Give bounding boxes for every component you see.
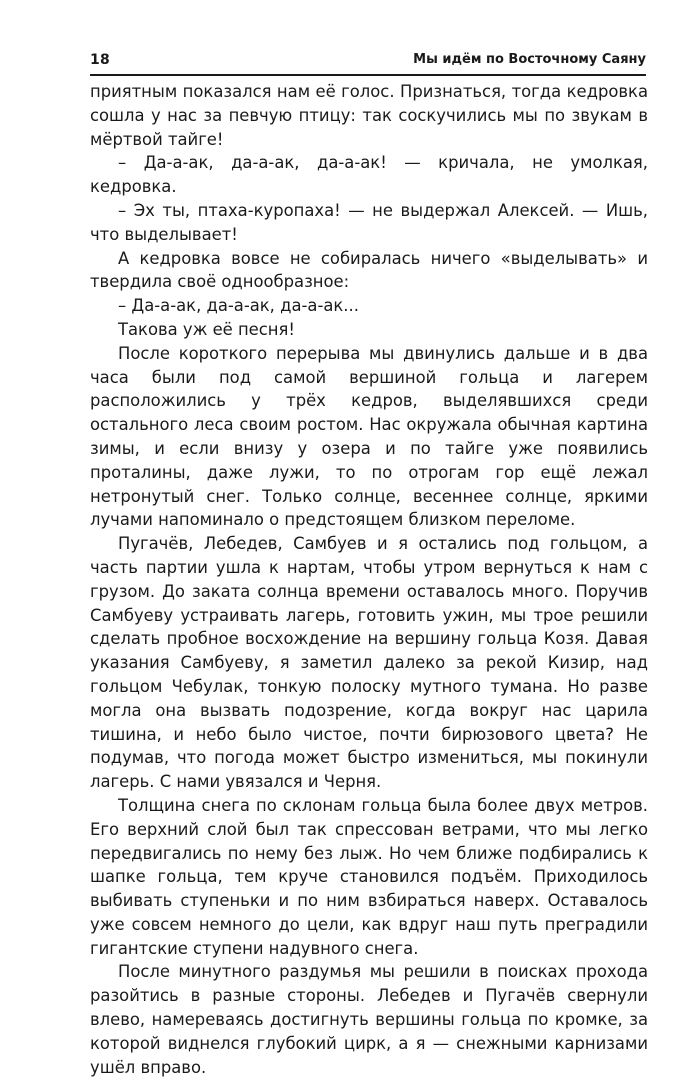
paragraph: – Да-а-ак, да-а-ак, да-а-ак... bbox=[118, 296, 359, 316]
paragraph: А кедровка вовсе не собиралась ничего «выделывать» и твердила своё однообразное: bbox=[90, 248, 648, 292]
page-number: 18 bbox=[90, 52, 110, 68]
header-rule bbox=[90, 74, 646, 76]
paragraph: – Эх ты, птаха-куропаха! — не выдержал Алексей. — Ишь, что выделывает! bbox=[90, 200, 648, 244]
body-text bbox=[90, 80, 648, 1079]
paragraph: – Да-а-ак, да-а-ак, да-а-ак! — кричала, не умолкая, кедровка. bbox=[90, 153, 648, 197]
paragraph: приятным показался нам её голос. Признаться, тогда кедровка сошла у нас за певчую птицу: так соскучились мы по звукам в мёртвой тайге! bbox=[90, 82, 648, 149]
running-title: Мы идём по Восточному Саяну bbox=[413, 52, 646, 67]
paragraph: После короткого перерыва мы двинулись дальше и в два часа были под самой вершиной гольца и лагерем расположились у трёх кедров, выделявшихся среди остального леса своим ростом. Нас окружала обычная картина зимы, и если внизу у озера и по тайге уже появились проталины, даже лужи, то по отрогам гор ещё лежал нетронутый снег. Только солнце, весеннее солнце, яркими лучами напоминало о предстоящем близком переломе. bbox=[90, 343, 648, 530]
paragraph: Толщина снега по склонам гольца была более двух метров. Его верхний слой был так спрессован ветрами, что мы легко передвигались по нему без лыж. Но чем ближе подбирались к шапке гольца, тем круче становился подъём. Приходилось выбивать ступеньки и по ним взбираться наверх. Оставалось уже совсем немного до цели, как вдруг наш путь преградили гигантские ступени надувного снега. bbox=[90, 795, 648, 958]
paragraph: Такова уж её песня! bbox=[118, 319, 295, 339]
page-header bbox=[90, 50, 646, 74]
paragraph: После минутного раздумья мы решили в поисках прохода разойтись в разные стороны. Лебедев и Пугачёв свернули влево, намереваясь достигнуть вершины гольца по кромке, за которой виднелся глубокий цирк, а я — снежными карнизами ушёл вправо. bbox=[90, 962, 648, 1077]
paragraph: Пугачёв, Лебедев, Самбуев и я остались под гольцом, а часть партии ушла к нартам, чтобы утром вернуться к нам с грузом. До заката солнца времени оставалось много. Поручив Самбуеву устраивать лагерь, готовить ужин, мы трое решили сделать пробное восхождение на вершину гольца Козя. Давая указания Самбуеву, я заметил далеко за рекой Кизир, над гольцом Чебулак, тонкую полоску мутного тумана. Но разве могла она вызвать подозрение, когда вокруг нас царила тишина, и небо было чистое, почти бирюзового цвета? Не подумав, что погода может быстро измениться, мы покинули лагерь. С нами увязался и Черня. bbox=[90, 534, 648, 792]
